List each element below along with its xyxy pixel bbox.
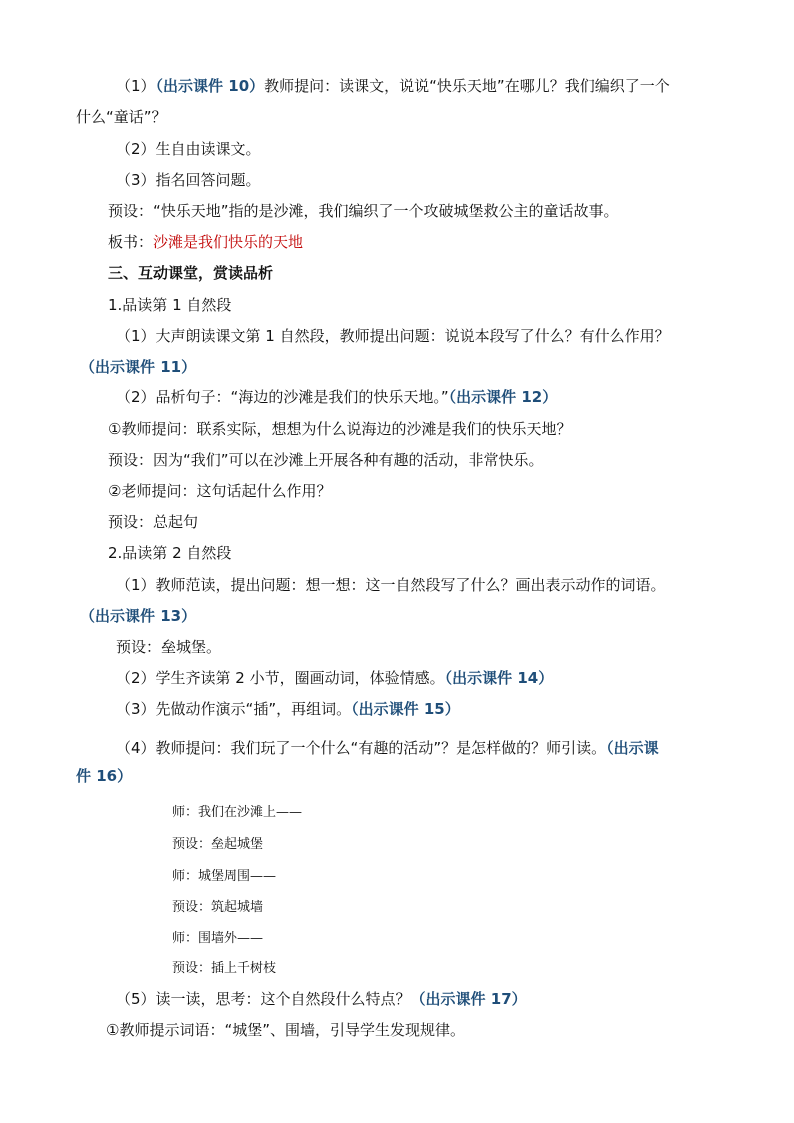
subsection-2-heading: 2.品读第 2 自然段 [108,544,232,562]
dialog-line: 师：我们在沙滩上—— [172,805,303,820]
courseware-ref: （出示课件 12） [448,388,558,406]
dialog-line: 预设：插上千树枝 [172,961,277,976]
courseware-ref-cont: 件 16） [76,767,133,785]
s2-question-3 [116,699,460,719]
question-text: （2）品析句子：“海边的沙滩是我们的快乐天地。” [116,388,449,406]
question-text: （4）教师提问：我们玩了一个什么“有趣的活动”？是怎样做的？师引读。 [116,739,607,757]
s1-question-1: （1）大声朗读课文第 1 自然段，教师提出问题：说说本段写了什么？有什么作用？ [116,327,670,345]
s2-preset-1a: 预设：垒城堡。 [116,638,222,656]
question-text: 教师提问：读课文，说说“快乐天地”在哪儿？我们编织了一个 [264,77,670,95]
question-text: （2）学生齐读第 2 小节，圈画动词，体验情感。 [116,669,445,687]
paragraph-3: （3）指名回答问题。 [116,171,261,189]
courseware-ref: （出示课件 13） [80,607,197,625]
dialog-line: 师：围墙外—— [172,931,264,946]
subsection-1-heading: 1.品读第 1 自然段 [108,296,232,314]
s2-question-5 [116,989,527,1009]
s1-preset-2b: 预设：因为“我们”可以在沙滩上开展各种有趣的活动，非常快乐。 [108,451,544,469]
s2-question-1: （1）教师范读，提出问题：想一想：这一自然段写了什么？画出表示动作的词语。 [116,576,666,594]
s2-question-2 [116,668,553,688]
s1-question-2c: ②老师提问：这句话起什么作用？ [108,482,332,500]
courseware-ref: （出示课 [606,739,659,757]
question-text: （3）先做动作演示“插”，再组词。 [116,700,352,718]
courseware-ref: （出示课件 10） [155,77,265,95]
s2-question-4 [116,738,659,758]
courseware-ref: （出示课件 11） [80,358,197,376]
paragraph-question-1-cont: 什么“童话”？ [76,108,167,126]
s1-question-2 [116,387,557,407]
courseware-ref: （出示课件 15） [351,700,460,718]
blackboard-line [108,232,303,252]
item-number: （1） [116,77,156,95]
paragraph-2: （2）生自由读课文。 [116,140,261,158]
courseware-ref: （出示课件 14） [444,669,554,687]
section-heading: 三、互动课堂，赏读品析 [108,264,274,282]
dialog-line: 预设：垒起城堡 [172,837,264,852]
s1-preset-2d: 预设：总起句 [108,513,199,531]
courseware-ref: （出示课件 17） [410,990,527,1008]
dialog-line: 预设：筑起城墙 [172,900,264,915]
dialog-line: 师：城堡周围—— [172,869,277,884]
blackboard-text: 沙滩是我们快乐的天地 [153,233,304,251]
blackboard-label: 板书： [108,233,154,251]
s1-question-2a: ①教师提问：联系实际，想想为什么说海边的沙滩是我们的快乐天地？ [108,420,572,438]
question-text: （5）读一读，思考：这个自然段什么特点？ [116,990,411,1008]
s2-hint-5a: ①教师提示词语：“城堡”、围墙，引导学生发现规律。 [106,1021,465,1039]
paragraph-preset: 预设：“快乐天地”指的是沙滩，我们编织了一个攻破城堡救公主的童话故事。 [108,202,619,220]
paragraph-question-1 [116,76,670,96]
